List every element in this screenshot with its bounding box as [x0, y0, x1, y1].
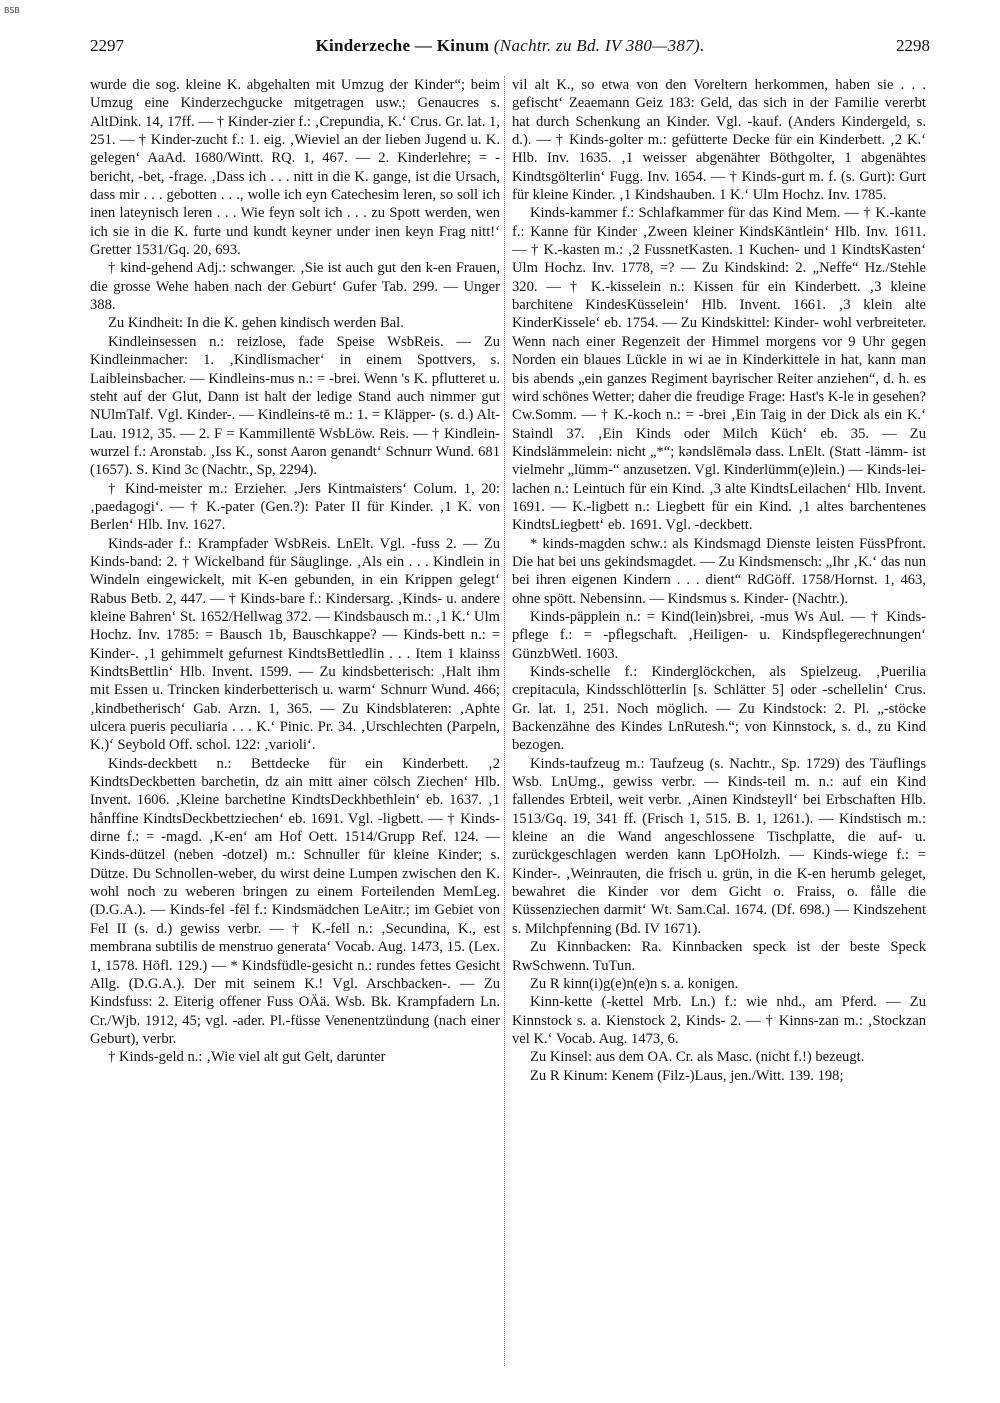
- column-divider: [504, 76, 506, 1366]
- entry-paragraph: vil alt K., so etwa von den Voreltern herkommen, haben sie . . . gefischt‘ Zeaemann Geiz 183: Geld, das sich in der Familie vererbt hat durch Schenkung an Kinder. Vgl. -kauf. (Anders Kindergeld, s. d.). — † Kinds-golter m.: gefütterte Decke für ein Kinderbett. ‚2 K.‘ Hlb. Inv. 1635. ‚1 weisser abgenähter Böthgolter, 1 abgenähtes Kindtsgölterlin‘ Fugg. Inv. 1654. — † Kinds-gurt m. f. (s. Gurt): Gurt für kleine Kinder. ‚1 Kindshauben. 1 K.‘ Ulm Hochz. Inv. 1785.: [512, 77, 926, 204]
- running-title-note: (Nachtr. zu Bd. IV 380—387).: [489, 36, 705, 55]
- entry-paragraph: Kinds-kammer f.: Schlafkammer für das Kind Mem. — † K.-kante f.: Kanne für Kinder ‚Zween kleiner KindsKäntlein‘ Hlb. Inv. 1611. — † K.-kasten m.: ‚2 FussnetKasten. 1 Kuchen- und 1 KindtsKasten‘ Ulm Hochz. Inv. 1778, =? — Zu Kindskind: 2. „Neffe“ Hz./Stehle 320. — † K.-kisselein n.: Kissen für ein Kinderbett. ‚3 kleine barchitene KindesKüsselein‘ Hlb. Invent. 1661. ‚3 klein alte KinderKissele‘ eb. 1754. — Zu Kindskittel: Kinder- wohl verbreiteter. Wenn nach einer Regenzeit der Himmel morgens vor 9 Uhr gegen Norden ein blaues Lückle in wi ae in Kinderkittele in hat, kann man bis abends „ein ganzes Regiment bayrischer Reiter anziehen“, d. h. es wird schönes Wetter; daher die freudige Frage: Hast's K-le in gesehen? Cw.Somm. — † K.-koch n.: = -brei ‚Ein Taig in der Dick als ein K.‘ Staindl 37. ‚Ein Kinds oder Milch Küch‘ eb. 35. — Zu Kindslämmelein: nicht „*“; kǝndslēmǝlǝ dass. LnElt. (Statt -lämm- ist vielmehr „lümm-“ anzusetzen. Vgl. Kinderlümm(e)lein.) — Kinds-leilachen n.: Leintuch für ein Kind. ‚3 alte KindtsLeilachen‘ Hlb. Invent. 1691. — K.-ligbett n.: Liegbett für ein Kind. ‚1 altes barchentenes KindtsLiegbett‘ eb. 1691. Vgl. -deckbett.: [512, 205, 926, 534]
- running-title-headwords: Kinderzeche — Kinum: [315, 36, 490, 55]
- entry-paragraph: † Kinds-geld n.: ‚Wie viel alt gut Gelt, darunter: [108, 1049, 386, 1066]
- entry-paragraph: Kinds-ader f.: Krampfader WsbReis. LnElt. Vgl. -fuss 2. — Zu Kinds-band: 2. † Wickelband für Säuglinge. ‚Als ein . . . Kindlein in Windeln eingewickelt, mit K-en gebunden, in ein Krippen gelegt‘ Rabus Betb. 2, 447. — † Kinds-bare f.: Kindersarg. ‚Kinds- u. andere kleine Bahren‘ St. 1652/Hellwag 372. — Kindsbausch m.: ‚1 K.‘ Ulm Hochz. Inv. 1785: = Bausch 1b, Bauschkappe? — Kinds-bett n.: = Kinder-. ‚1 gehimmelt gefurnest KindtsBettledlin . . . Item 1 klainss KindtsBettlin‘ Hlb. Invent. 1599. — Zu kindsbetterisch: ‚Halt ihm mit Essen u. Trincken kinderbetterisch u. warm‘ Schnurr Wund. 466; ‚kindbetherisch‘ Gab. Arzn. 1, 365. — Zu Kindsblateren: ‚Aphte ulcera pueris peculiaria . . . K.‘ Pinic. Pr. 34. ‚Urschlechten (Parpeln, K.)‘ Seybold Off. schol. 122: ‚varioli‘.: [90, 535, 500, 754]
- entry-paragraph: Kinds-deckbett n.: Bettdecke für ein Kinderbett. ‚2 KindtsDeckbetten barchetin, dz ain mitt ainer cölsch Ziechen‘ Hlb. Invent. 1606. ‚Kleine barchetine KindtsDeckhbethlein‘ eb. 1637. ‚1 hånffine KindtsDeckbettziechen‘ eb. 1691. Vgl. -ligbett. — † Kinds-dirne f.: = -magd. ‚K-en‘ am Hof Oett. 1514/Grupp Ref. 124. — Kinds-dützel (neben -dotzel) m.: Schnuller für kleine Kinder; s. Dütze. Du Schnollen-weber, du wirst deine Lumpen zwischen den K. wohl noch zu weberen bringen zu einem Forteilenden MemLeg. (D.G.A.). — Kinds-fel -fēl f.: Kindsmädchen LeAitr.; im Gebiet von Fel II (s. d.) gewiss verbr. — † K.-fell n.: ‚Secundina, K., est membrana subtilis de menstruo generata‘ Vocab. Aug. 1473, 15. (Lex. 1, 1578. Höfl. 129.) — * Kindsfüdle-gesicht n.: rundes fettes Gesicht Allg. (D.G.A.). Der mit seinem K.! Vgl. Arschbacken-. — Zu Kindsfuss: 2. Eiterig offener Fuss OÄä. Wsb. Bk. Krampfadern Ln. Cr./Wjb. 1912, 45; vgl. -ader. Pl.-füsse Venenentzündung (nach einer Geburt), verbr.: [90, 755, 500, 1047]
- page-number-left: 2297: [90, 36, 124, 55]
- entry-paragraph: Kinn-kette (-kettel Mrb. Ln.) f.: wie nhd., am Pferd. — Zu Kinnstock s. a. Kienstock 2, Kinds- 2. — † Kinns-zan m.: ‚Stockzan vel K.‘ Vocab. Aug. 1473, 6.: [512, 994, 926, 1047]
- entry-paragraph: Kinds-schelle f.: Kinderglöckchen, als Spielzeug. ‚Puerilia crepitacula, Kindsschlötterlin [s. Schlätter 5] oder -schellelin‘ Crus. Gr. lat. 1, 251. Noch möglich. — Zu Kindstock: 2. Pl. „-stöcke Backenzähne des Kindes LnRutesh.“; von Kinnstock, s. d., zu Kind bezogen.: [512, 664, 926, 754]
- entry-paragraph: Kindleinsessen n.: reizlose, fade Speise WsbReis. — Zu Kindleinmacher: 1. ‚Kindlismacher‘ in einem Spottvers, s. Laibleinsbacher. — Kindleins-mus n.: = -brei. Wenn 's K. pflutteret u. steht auf der Glut, Dann ist halt der ledige Stand auch nimmer gut NUlmTalf. Vgl. Kinder-. — Kindleins-tē m.: 1. = Kläpper- (s. d.) Alt-Lau. 1912, 35. — 2. F = Kammillentē WsbLöw. Reis. — † Kindlein-wurzel f.: Aronstab. ‚Iss K., sonst Aaron genandt‘ Schnurr Wund. 681 (1657). S. Kind 3c (Nachtr., Sp, 2294).: [90, 333, 500, 479]
- entry-paragraph: Zu R Kinum: Kenem (Filz-)Laus, jen./Witt. 139. 198;: [530, 1067, 844, 1084]
- entry-paragraph: wurde die sog. kleine K. abgehalten mit Umzug der Kinder“; beim Umzug eine Kinderzechgucke mitgetragen usw.; Genaucres s. AltDink. 14, 17ff. — † Kinder-zier f.: ‚Crepundia, K.‘ Crus. Gr. lat. 1, 251. — † Kinder-zucht f.: 1. eig. ‚Wieviel an der lieben Jugend u. K. gelegen‘ AaAd. 1680/Wintt. RQ. 1, 467. — 2. Kinderlehre; = -bericht, -bet, -frage. ‚Dass ich . . . nitt in die K. gange, ist die Ursach, dass mir . . . gebotten . . ., wolle ich eyn Catechesim leren, so soll ich inen lateynisch leren . . . Wie feyn solt ich . . . zu Spott werden, wen ich sie in die K. furte und kundt keyner under inen keyn Frag nitt!‘ Gretter 1531/Gq. 20, 693.: [90, 77, 500, 259]
- page-number-right: 2298: [896, 36, 930, 55]
- running-title: [90, 36, 930, 56]
- entry-paragraph: † Kind-meister m.: Erzieher. ‚Jers Kintmaisters‘ Colum. 1, 20: ‚paedagogi‘. — † K.-pater (Gen.?): Pater II für Kinder. ‚1 K. von Berlen‘ Hlb. Inv. 1627.: [90, 480, 500, 534]
- right-column: [512, 76, 926, 1366]
- entry-paragraph: Kinds-päpplein n.: = Kind(lein)sbrei, -mus Ws Aul. — † Kinds-pflege f.: = -pflegschaft. ‚Heiligen- u. Kindspflegerechnungen‘ GünzbWetl. 1603.: [512, 608, 926, 662]
- entry-paragraph: Zu Kinnbacken: Ra. Kinnbacken speck ist der beste Speck RwSchwenn. TuTun.: [512, 939, 926, 974]
- entry-paragraph: Zu Kinsel: aus dem OA. Cr. als Masc. (nicht f.!) bezeugt.: [530, 1049, 865, 1066]
- page-header: [90, 36, 930, 60]
- entry-paragraph: * kinds-magden schw.: als Kindsmagd Dienste leisten FüssPfront. Die hat bei uns gekindsmagdet. — Zu Kindsmensch: „Ihr ‚K.‘ das nun bei ihren eigenen Kindern . . . dient“ RdGöff. 1758/Hornst. 1, 463, ohne spött. Nebensinn. — Kindsmus s. Kinder- (Nachtr.).: [512, 535, 926, 607]
- entry-paragraph: Kinds-taufzeug m.: Taufzeug (s. Nachtr., Sp. 1729) des Täuflings Wsb. LnUmg., gewiss verbr. — Kinds-teil m. n.: auf ein Kind fallendes Erbteil, weit verbr. ‚Ainen Kindsteyll‘ bei Erbschaften Hlb. 1513/Gq. 19, 341 ff. (Frisch 1, 515. B. 1, 1261.). — Kindstisch m.: kleine an die Wand angeschlossene Tischplatte, die auf- u. zurückgeschlagen werden kann LpOHolzh. — Kinds-wiege f.: = Kinder-. ‚Weinrauten, die frisch u. grün, in die K-en herumb geleget, bewahret die Kinder vor dem Gicht o. Fraiss, o. fålle die Küssenziechen darmit‘ Wt. Sam.Cal. 1674. (Df. 698.) — Kindszehent s. Milchpfenning (Bd. IV 1671).: [512, 755, 926, 937]
- library-stamp: BSB: [4, 6, 20, 15]
- entry-paragraph: † kind-gehend Adj.: schwanger. ‚Sie ist auch gut den k-en Frauen, die grosse Wehe haben nach der Geburt‘ Gufer Tab. 299. — Unger 388.: [90, 260, 500, 314]
- left-column: [90, 76, 500, 1366]
- entry-paragraph: Zu R kinn(i)g(e)n(e)n s. a. konigen.: [530, 975, 739, 992]
- dictionary-columns: [90, 76, 930, 1366]
- entry-paragraph: Zu Kindheit: In die K. gehen kindisch werden Bal.: [108, 315, 404, 332]
